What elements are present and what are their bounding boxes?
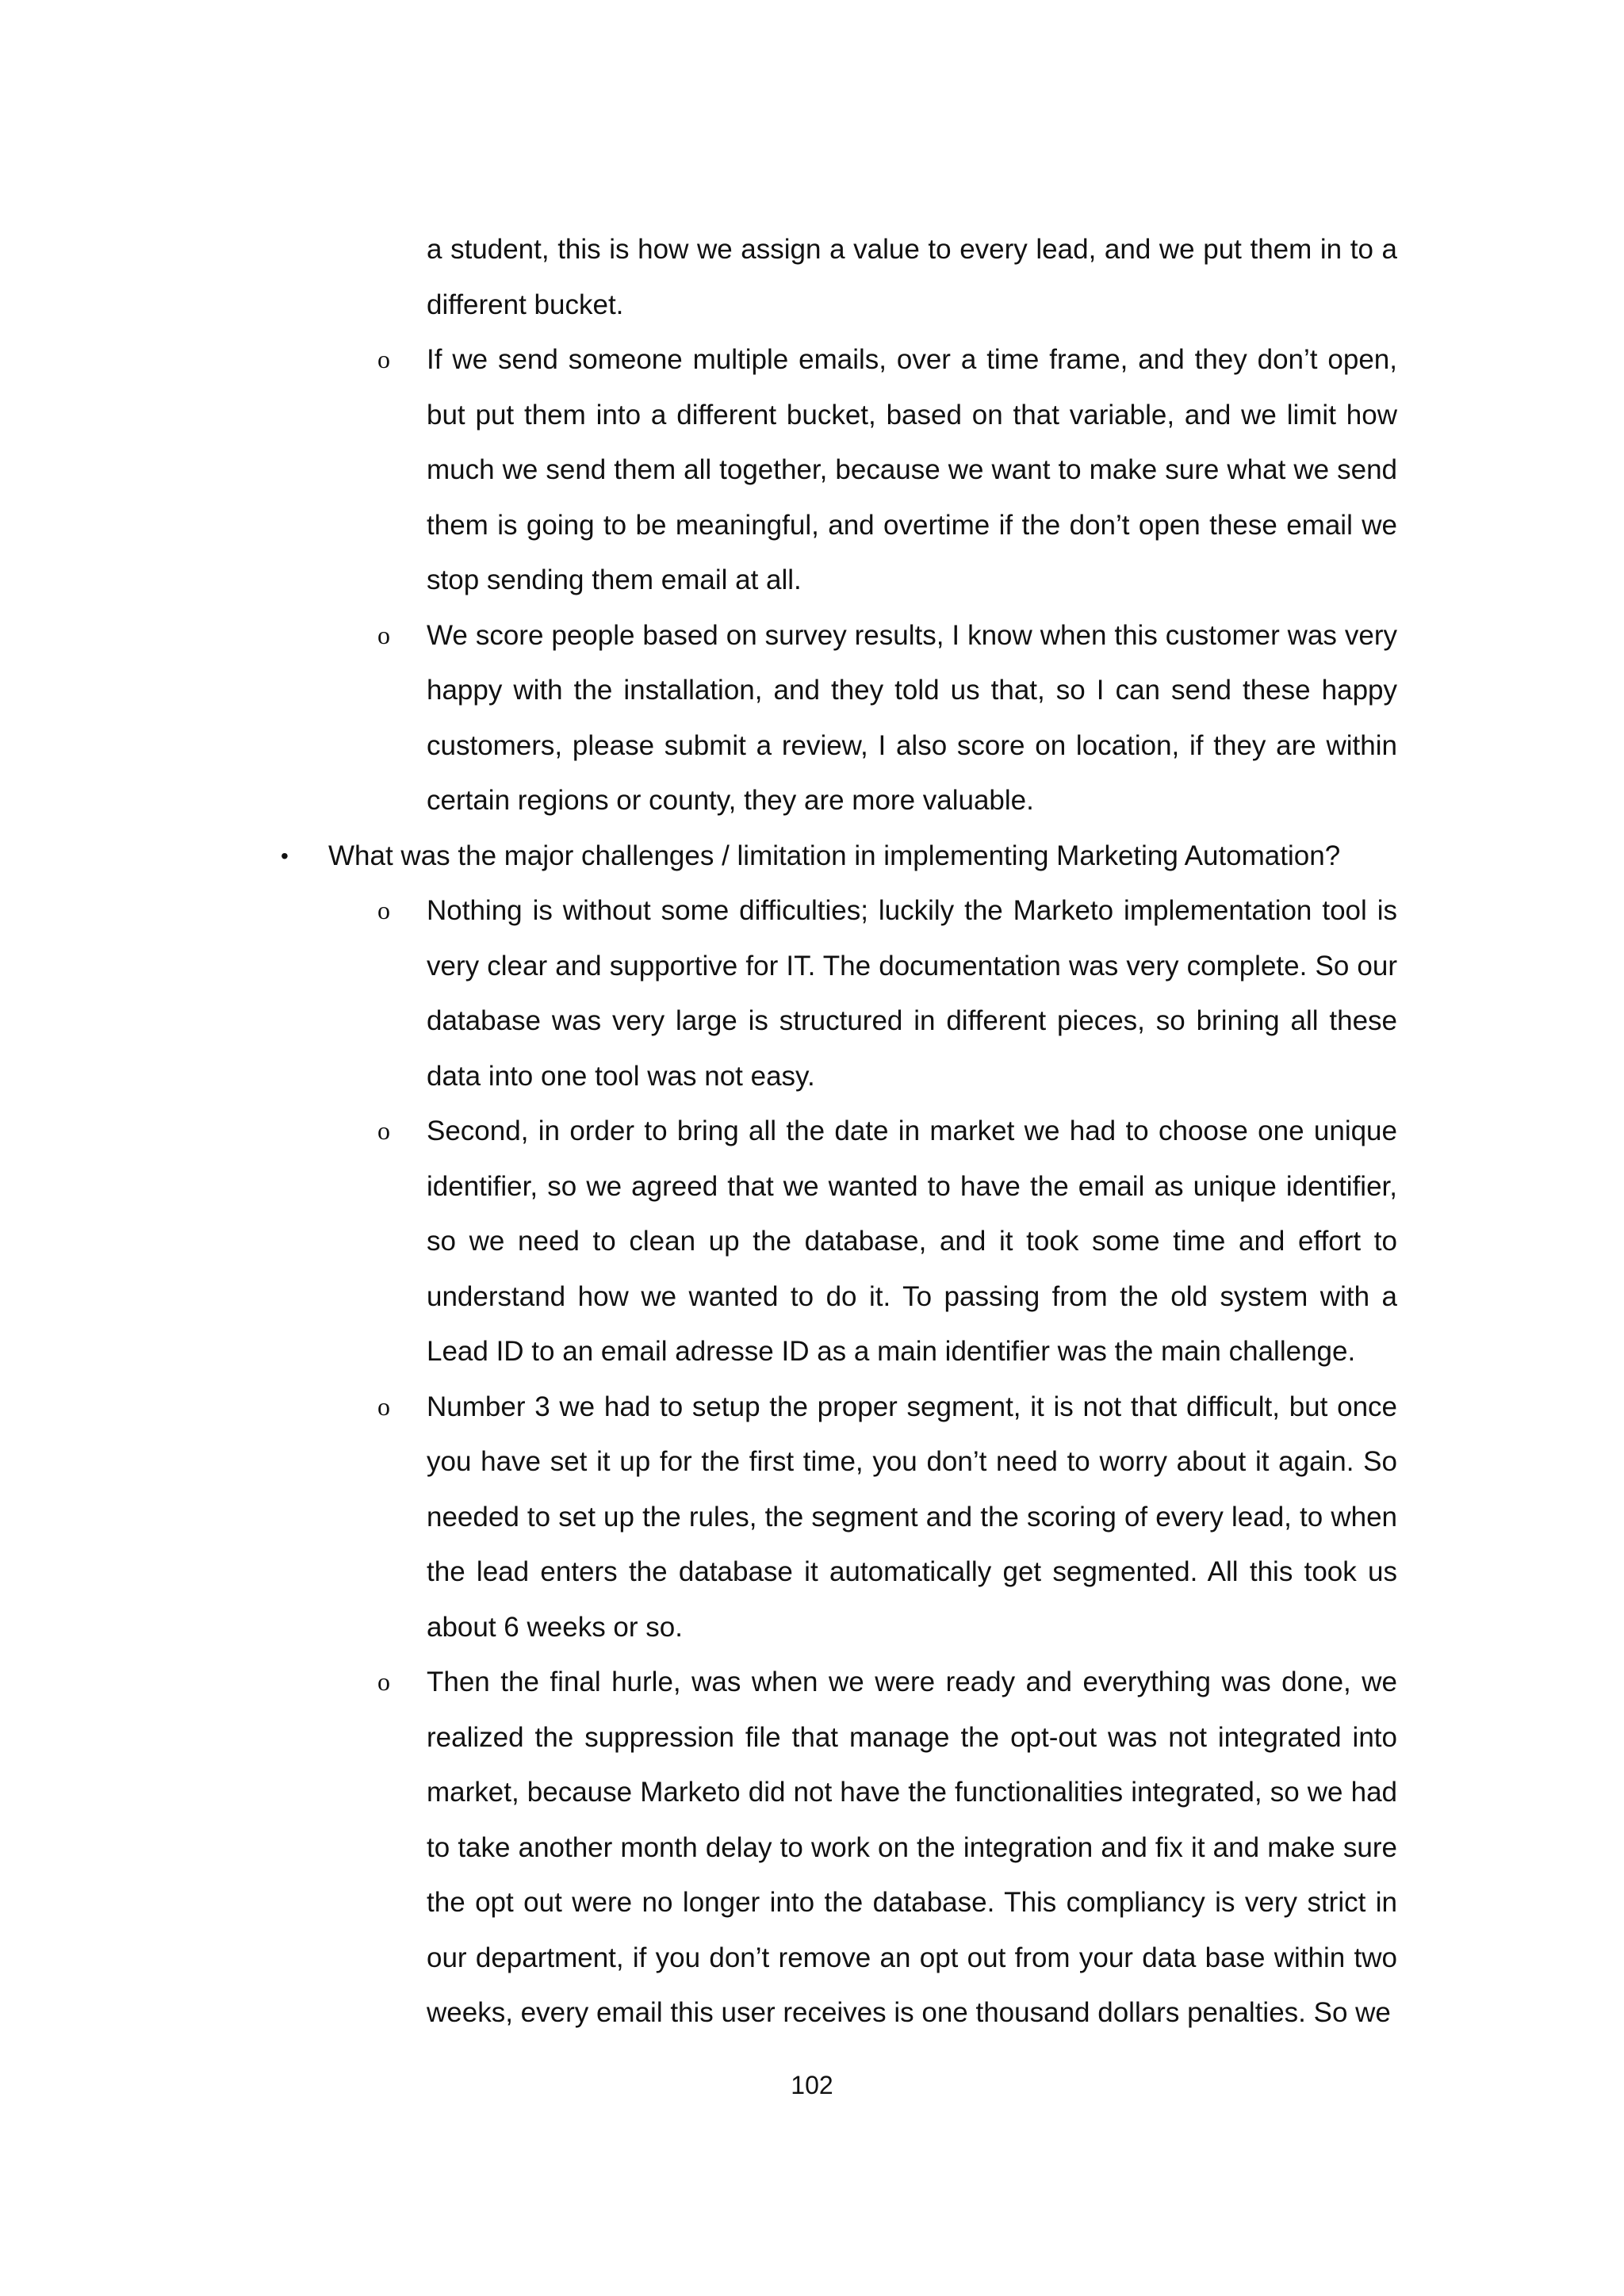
sub-bullet-marker: o xyxy=(377,896,390,924)
list-item xyxy=(377,883,1397,1104)
page-number: 102 xyxy=(791,2071,833,2099)
question-text: What was the major challenges / limitation in implementing Marketing Automation? xyxy=(328,840,1341,871)
list-item xyxy=(377,332,1397,608)
list-item-text: Second, in order to bring all the date in market we had to choose one unique identifier, so we agreed that we wanted to have the email as unique identifier, so we need to clean up the database, and it took some time and effort to understand how we wanted to do it. To passing from the old system with a Lead ID to an email adresse ID as a main identifier was the main challenge. xyxy=(427,1115,1397,1367)
sub-bullet-marker: o xyxy=(377,1667,390,1696)
sub-bullet-marker: o xyxy=(377,1116,390,1145)
list-item xyxy=(377,1104,1397,1380)
sub-bullet-marker: o xyxy=(377,345,390,373)
sub-bullet-marker: o xyxy=(377,1391,390,1421)
list-item-text: We score people based on survey results, I know when this customer was very happy with the installation, and they told us that, so I can send these happy customers, please submit a review, I also score on location, if they are within certain regions or county, they are more valuable. xyxy=(427,619,1397,816)
list-item-text: If we send someone multiple emails, over a time frame, and they don’t open, but put them into a different bucket, based on that variable, and we limit how much we send them all together, because we want to make sure what we send them is going to be meaningful, and overtime if the don’t open these email we stop sending them email at all. xyxy=(427,344,1397,595)
list-item-text: Then the final hurle, was when we were ready and everything was done, we realized the suppression file that manage the opt-out was not integrated into market, because Marketo did not have the functionalities integrated, so we had to take another month delay to work on the integration and fix it and make sure the opt out were no longer into the database. This compliancy is very strict in our department, if you don’t remove an opt out from your data base within two weeks, every email this user receives is one thousand dollars penalties. So we xyxy=(427,1667,1397,2028)
sub-bullet-marker: o xyxy=(377,620,390,649)
list-item-text: Nothing is without some difficulties; luckily the Marketo implementation tool is very clear and supportive for IT. The documentation was very complete. So our database was very large is structured in different pieces, so brining all these data into one tool was not easy. xyxy=(427,895,1397,1092)
question-item xyxy=(281,828,1397,884)
continuation-paragraph: a student, this is how we assign a value to every lead, and we put them in to a different bucket. xyxy=(427,234,1397,320)
list-item xyxy=(377,1380,1397,1655)
body-text xyxy=(281,222,1397,2041)
list-item xyxy=(377,1655,1397,2041)
bullet-marker: • xyxy=(281,843,289,868)
list-item-text: Number 3 we had to setup the proper segment, it is not that difficult, but once you have set it up for the first time, you don’t need to worry about it again. So needed to set up the rules, the segment and the scoring of every lead, to when the lead enters the database it automatically get segmented. All this took us about 6 weeks or so. xyxy=(427,1391,1397,1643)
list-item xyxy=(377,608,1397,828)
